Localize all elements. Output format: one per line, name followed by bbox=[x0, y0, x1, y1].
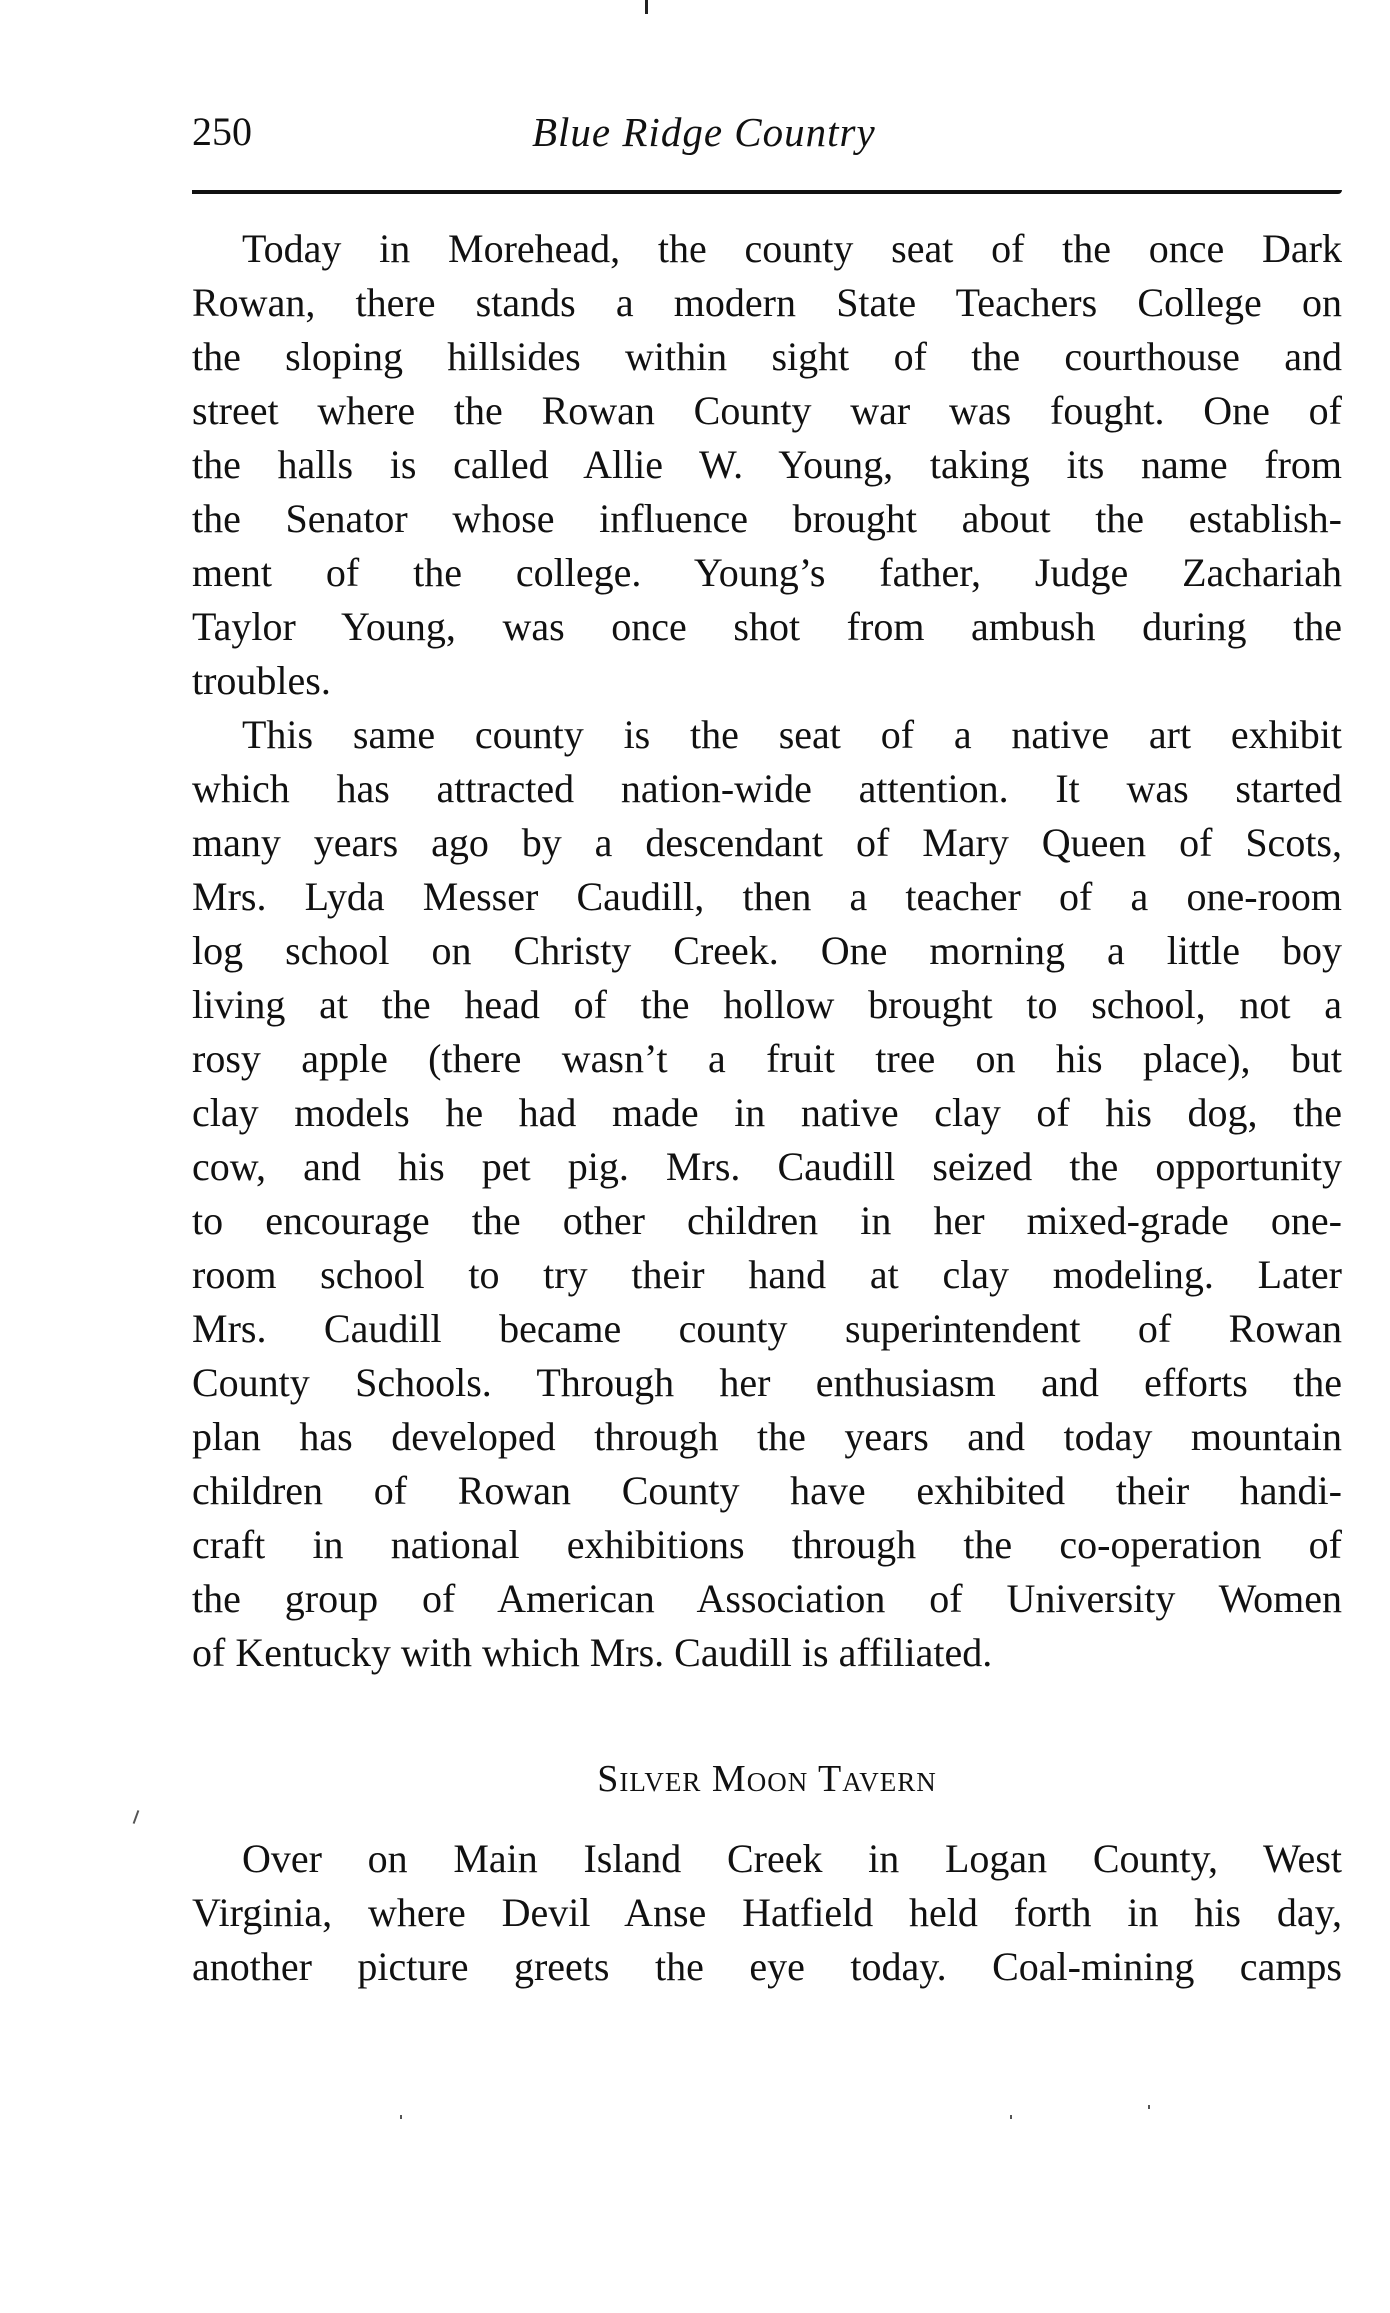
body-text bbox=[192, 222, 1342, 1680]
text-line: Over on Main Island Creek in Logan County, West bbox=[242, 1836, 1342, 1881]
page-number: 250 bbox=[192, 109, 252, 154]
text-line: another picture greets the eye today. Coal-mining camps bbox=[192, 1944, 1342, 1989]
paragraph-2 bbox=[192, 708, 1342, 1680]
scan-speck bbox=[1148, 2105, 1150, 2109]
text-line: to encourage the other children in her mixed-grade one- bbox=[192, 1198, 1342, 1243]
paragraph-3 bbox=[192, 1832, 1342, 1994]
page-header bbox=[192, 108, 1342, 168]
text-line: room school to try their hand at clay modeling. Later bbox=[192, 1252, 1342, 1297]
text-line: troubles. bbox=[192, 658, 331, 703]
text-line: the group of American Association of University Women bbox=[192, 1576, 1342, 1621]
text-line: the sloping hillsides within sight of the courthouse and bbox=[192, 334, 1342, 379]
paragraph-1 bbox=[192, 222, 1342, 708]
scan-speck bbox=[1010, 2115, 1012, 2119]
text-line: craft in national exhibitions through the co-operation of bbox=[192, 1522, 1342, 1567]
text-line: cow, and his pet pig. Mrs. Caudill seized the opportunity bbox=[192, 1144, 1342, 1189]
text-line: of Kentucky with which Mrs. Caudill is affiliated. bbox=[192, 1630, 993, 1675]
text-line: Taylor Young, was once shot from ambush during the bbox=[192, 604, 1342, 649]
scan-speck bbox=[133, 1810, 140, 1824]
text-line: rosy apple (there wasn’t a fruit tree on his place), but bbox=[192, 1036, 1342, 1081]
text-line: Today in Morehead, the county seat of the once Dark bbox=[242, 226, 1342, 271]
text-line: which has attracted nation-wide attention. It was started bbox=[192, 766, 1342, 811]
header-rule bbox=[192, 190, 1342, 194]
text-line: Mrs. Caudill became county superintendent of Rowan bbox=[192, 1306, 1342, 1351]
text-line: living at the head of the hollow brought to school, not a bbox=[192, 982, 1342, 1027]
text-line: children of Rowan County have exhibited their handi- bbox=[192, 1468, 1342, 1513]
text-line: the halls is called Allie W. Young, taking its name from bbox=[192, 442, 1342, 487]
text-line: many years ago by a descendant of Mary Queen of Scots, bbox=[192, 820, 1342, 865]
text-line: Mrs. Lyda Messer Caudill, then a teacher of a one-room bbox=[192, 874, 1342, 919]
text-line: clay models he had made in native clay of his dog, the bbox=[192, 1090, 1342, 1135]
section-heading: Silver Moon Tavern bbox=[597, 1758, 937, 1800]
scan-mark bbox=[645, 0, 648, 14]
scan-speck bbox=[400, 2115, 402, 2119]
text-line: the Senator whose influence brought about the establish- bbox=[192, 496, 1342, 541]
text-line: Rowan, there stands a modern State Teachers College on bbox=[192, 280, 1342, 325]
text-line: street where the Rowan County war was fought. One of bbox=[192, 388, 1342, 433]
body-text-continued bbox=[192, 1832, 1342, 1994]
text-line: ment of the college. Young’s father, Judge Zachariah bbox=[192, 550, 1342, 595]
text-line: County Schools. Through her enthusiasm and efforts the bbox=[192, 1360, 1342, 1405]
text-line: plan has developed through the years and today mountain bbox=[192, 1414, 1342, 1459]
running-head: Blue Ridge Country bbox=[532, 109, 876, 155]
text-line: log school on Christy Creek. One morning a little boy bbox=[192, 928, 1342, 973]
text-line: Virginia, where Devil Anse Hatfield held forth in his day, bbox=[192, 1890, 1342, 1935]
text-line: This same county is the seat of a native art exhibit bbox=[242, 712, 1342, 757]
